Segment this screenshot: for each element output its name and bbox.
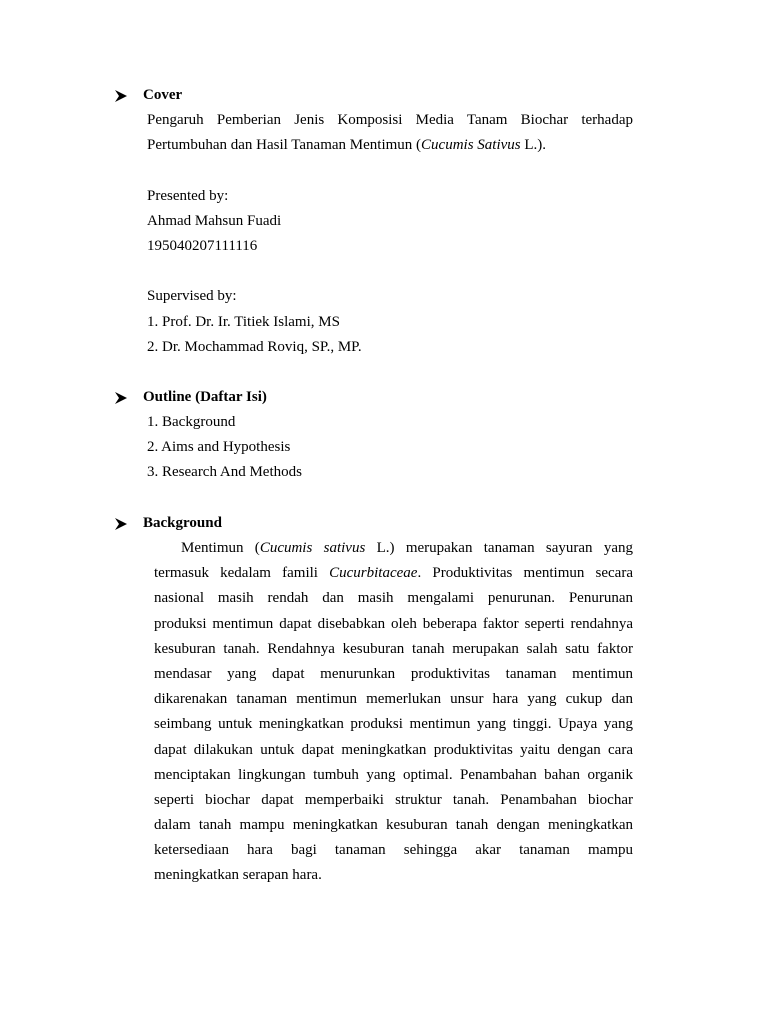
paragraph-line: meningkatkan serapan hara. [154,867,322,884]
species-name: Cucumis Sativus [421,137,521,154]
presented-by-label: Presented by: [147,187,229,204]
supervisor-1: 1. Prof. Dr. Ir. Titiek Islami, MS [147,313,340,330]
outline-heading: Outline (Daftar Isi) [143,389,267,405]
arrowhead-bullet-icon [113,390,129,406]
paragraph-line: produksi mentimun dapat disebabkan oleh beberapa faktor seperti rendahnya [154,615,633,632]
paragraph-line: seimbang untuk meningkatkan produksi mentimun yang tinggi. Upaya yang [154,716,633,733]
arrowhead-bullet-icon [113,88,129,104]
paragraph-line: termasuk kedalam famili Cucurbitaceae. Produktivitas mentimun secara [154,565,633,582]
paragraph-line: nasional masih rendah dan masih mengalami penurunan. Penurunan [154,590,633,607]
supervisor-2: 2. Dr. Mochammad Roviq, SP., MP. [147,338,362,355]
outline-list [147,410,633,486]
paragraph-line: mendasar yang dapat menurunkan produktivitas tanaman mentimun [154,665,633,682]
paragraph-line: dalam tanah mampu meningkatkan kesuburan tanah dengan meningkatkan [154,817,633,834]
paragraph-line: dikarenakan tanaman mentimun memerlukan unsur hara yang cukup dan [154,691,633,708]
background-paragraph [154,536,633,889]
arrowhead-bullet-icon [113,516,129,532]
supervised-by-label: Supervised by: [147,288,237,305]
paragraph-line: kesuburan tanah. Rendahnya kesuburan tanah merupakan salah satu faktor [154,640,633,657]
species-name: Cucumis sativus [259,540,366,556]
presenter-id: 195040207111116 [147,237,258,254]
paragraph-line: dapat dilakukan untuk dapat meningkatkan produktivitas yaitu dengan cara [154,741,633,758]
paragraph-line: seperti biochar dapat memperbaiki struktur tanah. Penambahan biochar [154,791,633,808]
outline-item: 1. Background [147,414,236,430]
cover-heading: Cover [143,87,183,103]
paragraph-line: Mentimun (Cucumis sativus L.) merupakan tanaman sayuran yang [181,540,633,556]
outline-item: 3. Research And Methods [147,464,302,481]
background-heading: Background [143,515,222,531]
cover-title-line-1: Pengaruh Pemberian Jenis Komposisi Media Tanam Biochar terhadap [147,112,633,128]
paragraph-line: ketersediaan hara bagi tanaman sehingga akar tanaman mampu [154,842,633,859]
presenter-name: Ahmad Mahsun Fuadi [147,212,282,229]
paragraph-line: menciptakan lingkungan tumbuh yang optimal. Penambahan bahan organik [154,766,633,783]
family-name: Cucurbitaceae [329,565,418,582]
cover-content [147,108,633,360]
outline-item: 2. Aims and Hypothesis [147,439,291,456]
cover-title-line-2: Pertumbuhan dan Hasil Tanaman Mentimun (Cucumis Sativus L.). [147,137,547,154]
